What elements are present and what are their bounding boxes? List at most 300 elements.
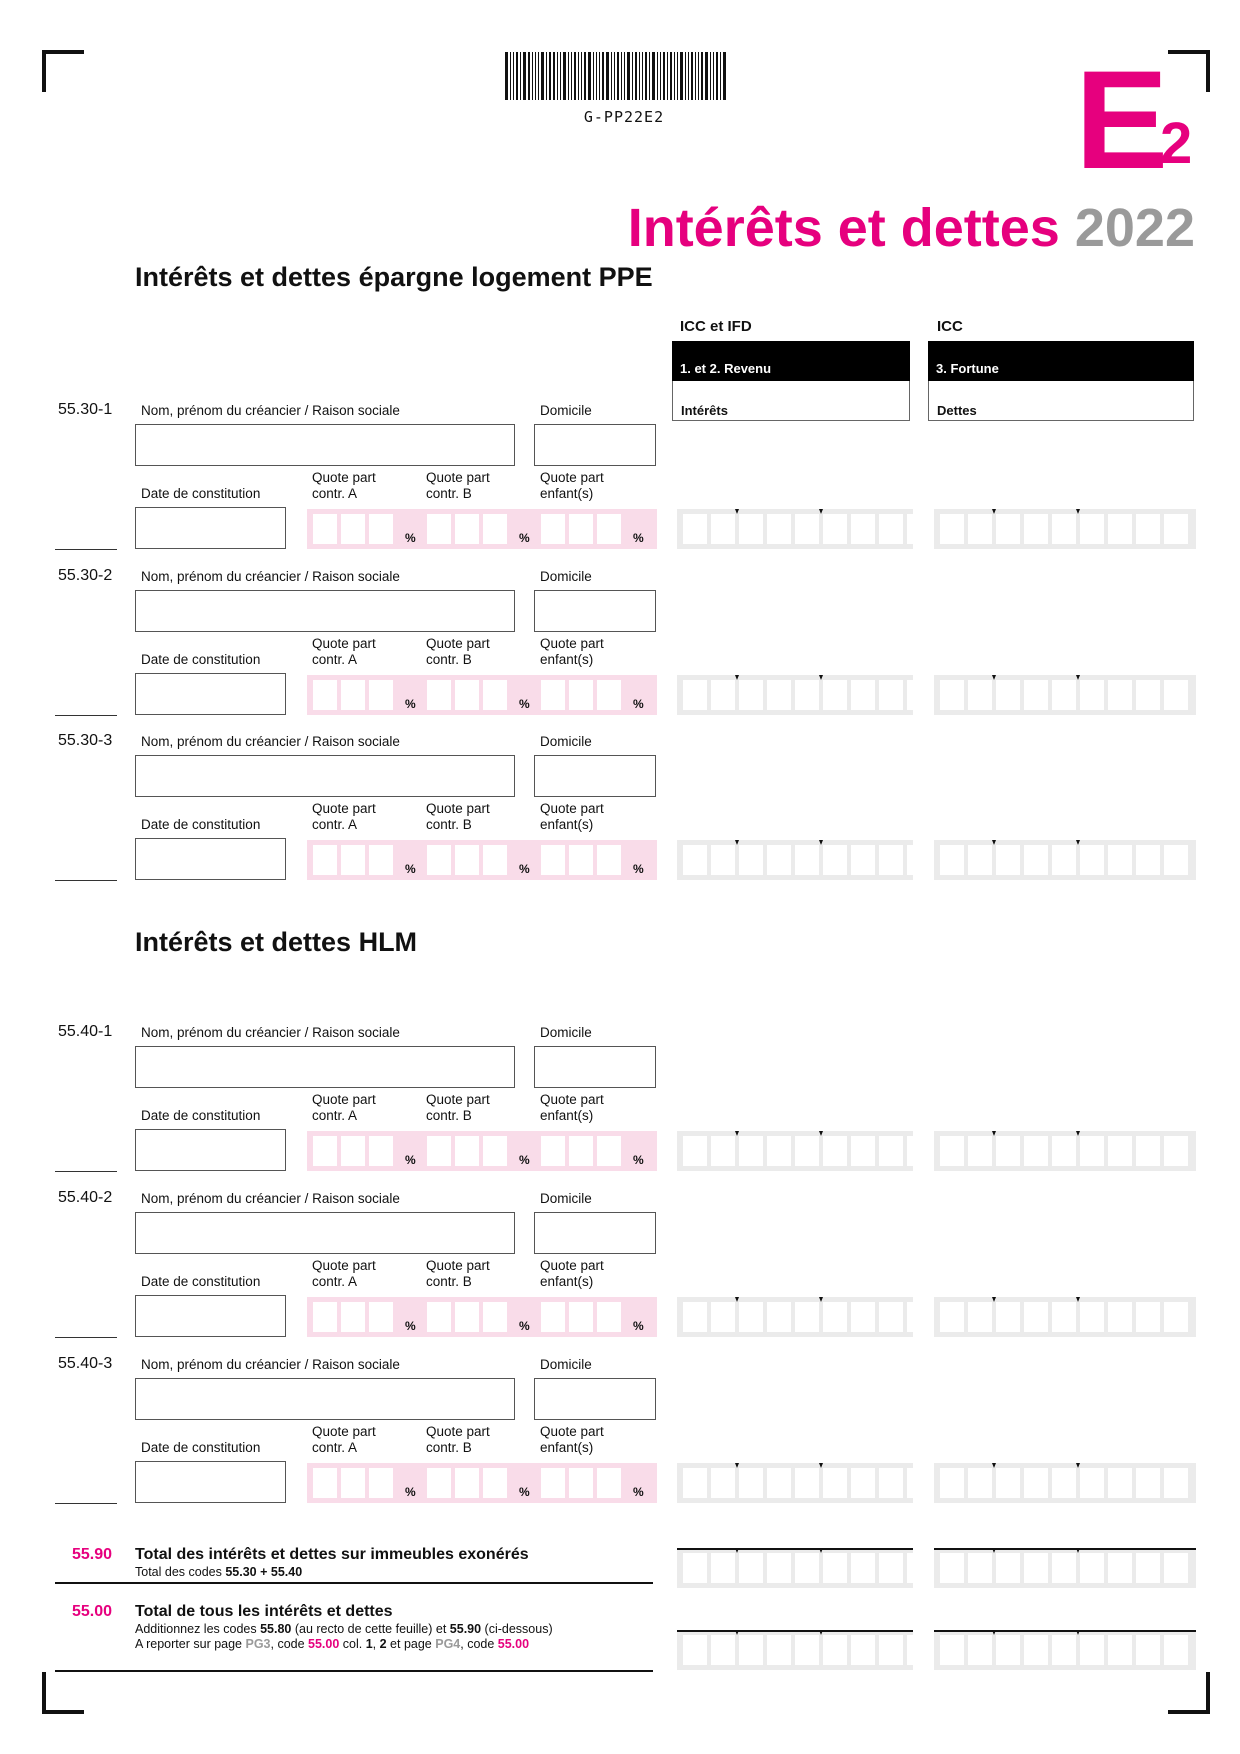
- amount-digit-cell[interactable]: [1052, 845, 1076, 875]
- amount-digit-cell[interactable]: [1024, 680, 1048, 710]
- amount-digit-cell[interactable]: [1024, 1635, 1048, 1665]
- amount-digit-cell[interactable]: [1136, 1468, 1160, 1498]
- creditor-input[interactable]: [135, 424, 515, 466]
- t5500-l2l: 55.00: [497, 1637, 530, 1651]
- amount-digit-cell[interactable]: [767, 514, 791, 544]
- barcode-bar: [557, 52, 558, 100]
- amount-digit-cell[interactable]: [1136, 680, 1160, 710]
- quota-b-label-line2: contr. B: [426, 1440, 472, 1455]
- quota-children-digit-cell[interactable]: [541, 680, 565, 710]
- amount-digit-cell[interactable]: [1108, 845, 1132, 875]
- quota-b-label-line1: Quote part: [426, 636, 490, 651]
- amount-digit-cell[interactable]: [1024, 1136, 1048, 1166]
- amount-digit-cell[interactable]: [1024, 1468, 1048, 1498]
- total-5590-code: 55.90: [72, 1546, 113, 1563]
- amount-digit-cell[interactable]: [996, 1635, 1020, 1665]
- creditor-input[interactable]: [135, 590, 515, 632]
- amount-digit-cell[interactable]: [940, 845, 964, 875]
- quota-contr-a-digit-cell[interactable]: [313, 514, 337, 544]
- amount-digit-cell[interactable]: [739, 1136, 763, 1166]
- debt-amount-field[interactable]: [934, 1131, 1196, 1171]
- amount-digit-cell[interactable]: [1164, 1468, 1188, 1498]
- quota-contr-b-digit-cell[interactable]: [427, 1302, 451, 1332]
- quota-contr-b-digit-cell[interactable]: [483, 1302, 507, 1332]
- amount-digit-cell[interactable]: [739, 1302, 763, 1332]
- barcode-bar: [720, 52, 721, 100]
- quota-contr-a-digit-cell[interactable]: [369, 1468, 393, 1498]
- quota-children-digit-cell[interactable]: [597, 845, 621, 875]
- domicile-input[interactable]: [534, 1046, 656, 1088]
- amount-digit-cell[interactable]: [711, 1302, 735, 1332]
- quota-contr-a-digit-cell[interactable]: [313, 1302, 337, 1332]
- quota-b-label-line1: Quote part: [426, 1424, 490, 1439]
- quota-children-label-line2: enfant(s): [540, 652, 594, 667]
- date-input[interactable]: [135, 1129, 286, 1171]
- quota-children-digit-cell[interactable]: [597, 680, 621, 710]
- amount-digit-cell[interactable]: [711, 514, 735, 544]
- amount-digit-cell[interactable]: [1052, 1302, 1076, 1332]
- amount-digit-cell[interactable]: [879, 680, 903, 710]
- debt-amount-field[interactable]: [934, 1463, 1196, 1503]
- amount-digit-cell[interactable]: [683, 1468, 707, 1498]
- amount-digit-cell[interactable]: [1052, 680, 1076, 710]
- quota-contr-b-digit-cell[interactable]: [455, 514, 479, 544]
- interest-amount-field[interactable]: [677, 509, 913, 549]
- amount-digit-cell[interactable]: [1024, 845, 1048, 875]
- barcode-bar: [624, 52, 625, 100]
- amount-digit-cell[interactable]: [996, 1468, 1020, 1498]
- quota-b-label: [426, 1258, 490, 1290]
- total-5500-note-line1: [135, 1622, 553, 1637]
- quota-contr-a-digit-cell[interactable]: [341, 1136, 365, 1166]
- amount-digit-cell[interactable]: [1108, 680, 1132, 710]
- thousands-separator-mark: [819, 509, 823, 514]
- amount-digit-cell[interactable]: [1164, 514, 1188, 544]
- percent-sign: %: [405, 531, 416, 545]
- amount-digit-cell[interactable]: [996, 1136, 1020, 1166]
- quota-contr-a-digit-cell[interactable]: [341, 845, 365, 875]
- quota-contr-a-digit-cell[interactable]: [313, 1468, 337, 1498]
- quota-children-digit-cell[interactable]: [597, 1136, 621, 1166]
- barcode-bar: [532, 52, 533, 100]
- amount-digit-cell[interactable]: [711, 1468, 735, 1498]
- total-5590-note-prefix: Total des codes: [135, 1565, 226, 1579]
- amount-digit-cell[interactable]: [823, 1468, 847, 1498]
- quota-contr-b-digit-cell[interactable]: [483, 1136, 507, 1166]
- quota-b-label: [426, 1424, 490, 1456]
- percent-sign: %: [633, 1485, 644, 1499]
- quota-contr-b-digit-cell[interactable]: [427, 845, 451, 875]
- creditor-input[interactable]: [135, 1046, 515, 1088]
- thousands-separator-mark: [1076, 840, 1080, 845]
- amount-digit-cell[interactable]: [940, 514, 964, 544]
- quota-children-label: [540, 801, 604, 833]
- thousands-separator-mark: [1076, 675, 1080, 680]
- quota-children-digit-cell[interactable]: [597, 1302, 621, 1332]
- amount-digit-cell[interactable]: [996, 845, 1020, 875]
- amount-digit-cell[interactable]: [1080, 680, 1104, 710]
- amount-digit-cell[interactable]: [823, 1553, 847, 1583]
- amount-digit-cell[interactable]: [940, 1136, 964, 1166]
- amount-digit-cell[interactable]: [907, 1302, 931, 1332]
- amount-digit-cell[interactable]: [968, 1468, 992, 1498]
- amount-digit-cell[interactable]: [907, 845, 931, 875]
- barcode-bar: [649, 52, 650, 100]
- quota-contr-b-digit-cell[interactable]: [455, 1302, 479, 1332]
- amount-digit-cell[interactable]: [795, 680, 819, 710]
- amount-digit-cell[interactable]: [907, 1553, 931, 1583]
- quota-contr-b-digit-cell[interactable]: [483, 680, 507, 710]
- quota-a-label-line2: contr. A: [312, 1108, 358, 1123]
- quota-contr-a-digit-cell[interactable]: [369, 1302, 393, 1332]
- amount-digit-cell[interactable]: [1080, 1302, 1104, 1332]
- amount-digit-cell[interactable]: [851, 845, 875, 875]
- debt-amount-field[interactable]: [934, 840, 1196, 880]
- thousands-separator-mark: [1076, 509, 1080, 514]
- amount-digit-cell[interactable]: [711, 680, 735, 710]
- barcode-bar: [606, 52, 609, 100]
- amount-digit-cell[interactable]: [795, 1553, 819, 1583]
- amount-digit-cell[interactable]: [1108, 514, 1132, 544]
- amount-digit-cell[interactable]: [739, 845, 763, 875]
- t5500-l1c: (au recto de cette feuille) et: [291, 1622, 450, 1636]
- amount-digit-cell[interactable]: [739, 1635, 763, 1665]
- amount-digit-cell[interactable]: [1108, 1553, 1132, 1583]
- amount-digit-cell[interactable]: [1136, 1302, 1160, 1332]
- amount-digit-cell[interactable]: [711, 1553, 735, 1583]
- quota-children-digit-cell[interactable]: [569, 1136, 593, 1166]
- amount-digit-cell[interactable]: [683, 680, 707, 710]
- amount-digit-cell[interactable]: [823, 1635, 847, 1665]
- amount-digit-cell[interactable]: [739, 1553, 763, 1583]
- amount-digit-cell[interactable]: [851, 1136, 875, 1166]
- total-5500-interest-field[interactable]: [677, 1630, 913, 1670]
- quota-contr-a-digit-cell[interactable]: [369, 1136, 393, 1166]
- barcode-bar: [670, 52, 672, 100]
- quota-contr-b-digit-cell[interactable]: [483, 845, 507, 875]
- amount-digit-cell[interactable]: [767, 1553, 791, 1583]
- creditor-input[interactable]: [135, 1212, 515, 1254]
- amount-digit-cell[interactable]: [907, 514, 931, 544]
- row-code: 55.30-3: [58, 732, 113, 749]
- thousands-separator-mark: [735, 1630, 739, 1635]
- amount-digit-cell[interactable]: [1052, 514, 1076, 544]
- amount-digit-cell[interactable]: [823, 845, 847, 875]
- amount-digit-cell[interactable]: [879, 1302, 903, 1332]
- amount-digit-cell[interactable]: [1052, 1136, 1076, 1166]
- quota-contr-b-digit-cell[interactable]: [427, 680, 451, 710]
- quota-contr-a-digit-cell[interactable]: [369, 514, 393, 544]
- amount-digit-cell[interactable]: [711, 1635, 735, 1665]
- quota-contr-b-digit-cell[interactable]: [455, 845, 479, 875]
- row-separator: [55, 549, 117, 550]
- amount-digit-cell[interactable]: [851, 514, 875, 544]
- amount-digit-cell[interactable]: [1024, 514, 1048, 544]
- quota-children-digit-cell[interactable]: [569, 514, 593, 544]
- thousands-separator-mark: [1076, 1131, 1080, 1136]
- t5500-l2i: et page: [386, 1637, 436, 1651]
- t5500-l2h: 2: [379, 1637, 387, 1651]
- amount-digit-cell[interactable]: [1024, 1302, 1048, 1332]
- debt-amount-field[interactable]: [934, 1297, 1196, 1337]
- total-5500-title: Total de tous les intérêts et dettes: [135, 1603, 393, 1620]
- amount-digit-cell[interactable]: [1080, 514, 1104, 544]
- amount-digit-cell[interactable]: [739, 680, 763, 710]
- amount-digit-cell[interactable]: [1164, 1302, 1188, 1332]
- amount-digit-cell[interactable]: [1136, 1136, 1160, 1166]
- quota-contr-a-digit-cell[interactable]: [369, 845, 393, 875]
- amount-digit-cell[interactable]: [879, 514, 903, 544]
- amount-digit-cell[interactable]: [940, 1302, 964, 1332]
- amount-digit-cell[interactable]: [968, 845, 992, 875]
- amount-digit-cell[interactable]: [1136, 845, 1160, 875]
- amount-digit-cell[interactable]: [968, 1553, 992, 1583]
- amount-digit-cell[interactable]: [996, 514, 1020, 544]
- thousands-separator-mark: [735, 1548, 739, 1553]
- domicile-input[interactable]: [534, 755, 656, 797]
- quota-children-digit-cell[interactable]: [569, 680, 593, 710]
- domicile-input[interactable]: [534, 1212, 656, 1254]
- total-5590-debt-field[interactable]: [934, 1548, 1196, 1588]
- amount-digit-cell[interactable]: [795, 845, 819, 875]
- amount-digit-cell[interactable]: [739, 1468, 763, 1498]
- quota-contr-b-digit-cell[interactable]: [455, 1136, 479, 1166]
- page-title: [628, 198, 1195, 258]
- interest-amount-field[interactable]: [677, 840, 913, 880]
- barcode-bar: [510, 52, 511, 100]
- quota-a-label-line1: Quote part: [312, 636, 376, 651]
- amount-digit-cell[interactable]: [795, 1635, 819, 1665]
- quota-b-label-line2: contr. B: [426, 652, 472, 667]
- amount-digit-cell[interactable]: [767, 1136, 791, 1166]
- quota-contr-a-digit-cell[interactable]: [313, 845, 337, 875]
- amount-digit-cell[interactable]: [795, 514, 819, 544]
- amount-digit-cell[interactable]: [823, 1302, 847, 1332]
- debt-amount-field[interactable]: [934, 675, 1196, 715]
- quota-a-label-line1: Quote part: [312, 1092, 376, 1107]
- date-input[interactable]: [135, 1295, 286, 1337]
- barcode-bar: [602, 52, 604, 100]
- amount-digit-cell[interactable]: [767, 680, 791, 710]
- amount-digit-cell[interactable]: [1052, 1468, 1076, 1498]
- quota-children-label-line2: enfant(s): [540, 817, 594, 832]
- amount-digit-cell[interactable]: [851, 1635, 875, 1665]
- amount-digit-cell[interactable]: [1080, 845, 1104, 875]
- quota-children-digit-cell[interactable]: [569, 1468, 593, 1498]
- amount-digit-cell[interactable]: [1080, 1553, 1104, 1583]
- amount-digit-cell[interactable]: [767, 845, 791, 875]
- thousands-separator-mark: [735, 1463, 739, 1468]
- amount-digit-cell[interactable]: [795, 1302, 819, 1332]
- percent-sign: %: [519, 697, 530, 711]
- amount-digit-cell[interactable]: [851, 1468, 875, 1498]
- quota-contr-a-digit-cell[interactable]: [313, 680, 337, 710]
- date-input[interactable]: [135, 1461, 286, 1503]
- thousands-separator-mark: [1076, 1630, 1080, 1635]
- amount-digit-cell[interactable]: [1108, 1136, 1132, 1166]
- amount-digit-cell[interactable]: [996, 680, 1020, 710]
- amount-digit-cell[interactable]: [940, 680, 964, 710]
- quota-contr-b-digit-cell[interactable]: [427, 1136, 451, 1166]
- total-5590-note: [135, 1565, 302, 1580]
- thousands-separator-mark: [819, 1630, 823, 1635]
- amount-digit-cell[interactable]: [940, 1468, 964, 1498]
- quota-children-digit-cell[interactable]: [597, 1468, 621, 1498]
- barcode-bar: [642, 52, 643, 100]
- domicile-input[interactable]: [534, 1378, 656, 1420]
- amount-digit-cell[interactable]: [1080, 1136, 1104, 1166]
- domicile-label: Domicile: [540, 734, 592, 749]
- amount-digit-cell[interactable]: [940, 1553, 964, 1583]
- barcode-bar: [528, 52, 530, 100]
- amount-digit-cell[interactable]: [851, 680, 875, 710]
- page-title-text: Intérêts et dettes: [627, 198, 1060, 258]
- total-5590-interest-field[interactable]: [677, 1548, 913, 1588]
- amount-digit-cell[interactable]: [683, 1553, 707, 1583]
- amount-digit-cell[interactable]: [683, 845, 707, 875]
- creditor-input[interactable]: [135, 755, 515, 797]
- quota-contr-a-digit-cell[interactable]: [341, 680, 365, 710]
- amount-digit-cell[interactable]: [823, 1136, 847, 1166]
- amount-digit-cell[interactable]: [907, 1468, 931, 1498]
- quota-contr-a-digit-cell[interactable]: [313, 1136, 337, 1166]
- total-5500-debt-field[interactable]: [934, 1630, 1196, 1670]
- quota-contr-b-digit-cell[interactable]: [427, 1468, 451, 1498]
- amount-digit-cell[interactable]: [1136, 1553, 1160, 1583]
- amount-digit-cell[interactable]: [1080, 1468, 1104, 1498]
- amount-digit-cell[interactable]: [968, 1136, 992, 1166]
- barcode-bar: [596, 52, 597, 100]
- amount-digit-cell[interactable]: [968, 1635, 992, 1665]
- amount-digit-cell[interactable]: [968, 514, 992, 544]
- amount-digit-cell[interactable]: [879, 845, 903, 875]
- amount-digit-cell[interactable]: [996, 1553, 1020, 1583]
- amount-digit-cell[interactable]: [1164, 845, 1188, 875]
- quota-children-label: [540, 636, 604, 668]
- amount-digit-cell[interactable]: [851, 1302, 875, 1332]
- interest-amount-field[interactable]: [677, 675, 913, 715]
- barcode-bar: [710, 52, 711, 100]
- barcode-bar: [571, 52, 572, 100]
- quota-contr-a-digit-cell[interactable]: [341, 514, 365, 544]
- amount-digit-cell[interactable]: [1164, 1635, 1188, 1665]
- row-separator: [55, 1503, 117, 1504]
- quota-children-digit-cell[interactable]: [541, 1302, 565, 1332]
- amount-digit-cell[interactable]: [1136, 514, 1160, 544]
- thousands-separator-mark: [735, 1131, 739, 1136]
- percent-sign: %: [633, 1153, 644, 1167]
- amount-digit-cell[interactable]: [879, 1468, 903, 1498]
- date-input[interactable]: [135, 507, 286, 549]
- amount-digit-cell[interactable]: [1108, 1302, 1132, 1332]
- domicile-input[interactable]: [534, 424, 656, 466]
- amount-digit-cell[interactable]: [823, 514, 847, 544]
- total-5590-note-codes: 55.30 + 55.40: [225, 1565, 303, 1579]
- quota-contr-b-digit-cell[interactable]: [455, 1468, 479, 1498]
- debt-amount-field[interactable]: [934, 509, 1196, 549]
- amount-digit-cell[interactable]: [1164, 1136, 1188, 1166]
- amount-digit-cell[interactable]: [1164, 1553, 1188, 1583]
- amount-digit-cell[interactable]: [907, 1136, 931, 1166]
- interest-amount-field[interactable]: [677, 1297, 913, 1337]
- quota-contr-b-digit-cell[interactable]: [455, 680, 479, 710]
- amount-digit-cell[interactable]: [739, 514, 763, 544]
- quota-children-digit-cell[interactable]: [569, 845, 593, 875]
- quota-children-digit-cell[interactable]: [541, 1468, 565, 1498]
- quota-contr-b-digit-cell[interactable]: [483, 1468, 507, 1498]
- amount-digit-cell[interactable]: [683, 1136, 707, 1166]
- thousands-separator-mark: [819, 1297, 823, 1302]
- amount-digit-cell[interactable]: [968, 1302, 992, 1332]
- quota-contr-a-digit-cell[interactable]: [369, 680, 393, 710]
- amount-digit-cell[interactable]: [879, 1553, 903, 1583]
- date-label: Date de constitution: [141, 1108, 261, 1123]
- amount-digit-cell[interactable]: [907, 1635, 931, 1665]
- column-sub-2: Dettes: [928, 381, 1194, 421]
- interest-amount-field[interactable]: [677, 1131, 913, 1171]
- amount-top-rule: [934, 1630, 1196, 1632]
- amount-digit-cell[interactable]: [767, 1635, 791, 1665]
- amount-digit-cell[interactable]: [996, 1302, 1020, 1332]
- amount-digit-cell[interactable]: [823, 680, 847, 710]
- amount-digit-cell[interactable]: [683, 1302, 707, 1332]
- percent-sign: %: [519, 862, 530, 876]
- amount-digit-cell[interactable]: [683, 514, 707, 544]
- amount-digit-cell[interactable]: [879, 1136, 903, 1166]
- amount-digit-cell[interactable]: [683, 1635, 707, 1665]
- quota-children-digit-cell[interactable]: [597, 514, 621, 544]
- quota-children-digit-cell[interactable]: [569, 1302, 593, 1332]
- amount-digit-cell[interactable]: [1108, 1635, 1132, 1665]
- amount-digit-cell[interactable]: [940, 1635, 964, 1665]
- form-letter: E: [1075, 41, 1169, 198]
- creditor-input[interactable]: [135, 1378, 515, 1420]
- row-code: 55.40-1: [58, 1023, 113, 1040]
- amount-digit-cell[interactable]: [711, 1136, 735, 1166]
- domicile-input[interactable]: [534, 590, 656, 632]
- amount-digit-cell[interactable]: [767, 1468, 791, 1498]
- amount-digit-cell[interactable]: [1108, 1468, 1132, 1498]
- quota-children-digit-cell[interactable]: [541, 514, 565, 544]
- date-input[interactable]: [135, 838, 286, 880]
- quota-contr-a-digit-cell[interactable]: [341, 1302, 365, 1332]
- amount-digit-cell[interactable]: [795, 1468, 819, 1498]
- amount-digit-cell[interactable]: [968, 680, 992, 710]
- quota-children-digit-cell[interactable]: [541, 845, 565, 875]
- amount-digit-cell[interactable]: [795, 1136, 819, 1166]
- date-input[interactable]: [135, 673, 286, 715]
- quota-contr-a-digit-cell[interactable]: [341, 1468, 365, 1498]
- creditor-label: Nom, prénom du créancier / Raison sociale: [141, 1191, 400, 1206]
- amount-digit-cell[interactable]: [879, 1635, 903, 1665]
- amount-digit-cell[interactable]: [1052, 1553, 1076, 1583]
- date-label: Date de constitution: [141, 1274, 261, 1289]
- amount-digit-cell[interactable]: [851, 1553, 875, 1583]
- amount-digit-cell[interactable]: [711, 845, 735, 875]
- interest-amount-field[interactable]: [677, 1463, 913, 1503]
- amount-digit-cell[interactable]: [1052, 1635, 1076, 1665]
- quota-children-digit-cell[interactable]: [541, 1136, 565, 1166]
- amount-digit-cell[interactable]: [1136, 1635, 1160, 1665]
- amount-digit-cell[interactable]: [1080, 1635, 1104, 1665]
- t5500-l1d: 55.90: [449, 1622, 482, 1636]
- quota-contr-b-digit-cell[interactable]: [483, 514, 507, 544]
- amount-digit-cell[interactable]: [767, 1302, 791, 1332]
- amount-digit-cell[interactable]: [1024, 1553, 1048, 1583]
- amount-digit-cell[interactable]: [907, 680, 931, 710]
- amount-digit-cell[interactable]: [1164, 680, 1188, 710]
- quota-contr-b-digit-cell[interactable]: [427, 514, 451, 544]
